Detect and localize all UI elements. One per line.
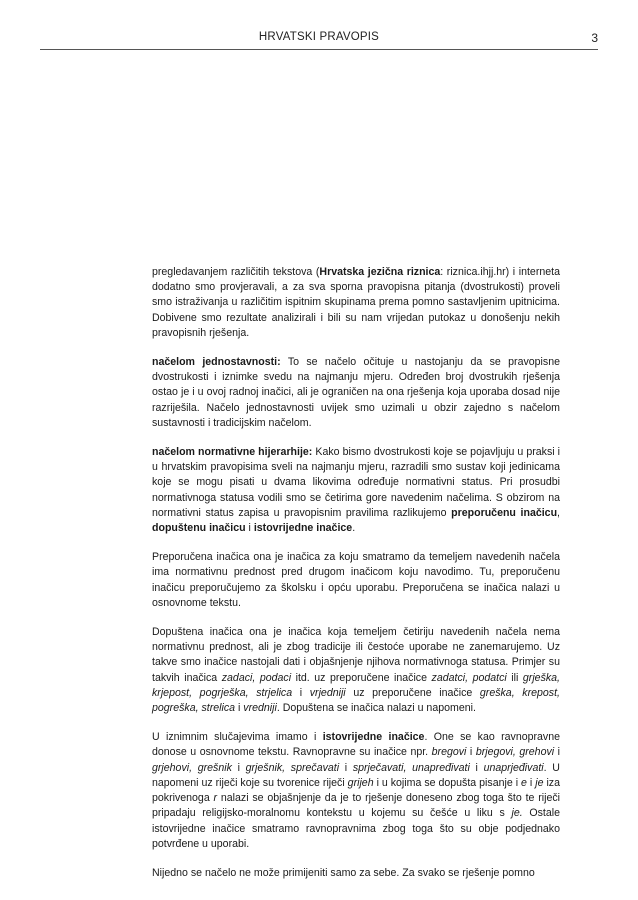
text: U iznimnim slučajevima imamo i: [152, 731, 323, 744]
text: Preporučena inačica ona je inačica za koju smatramo da temeljem navedenih načela ima normativnu prednost pred drugom inačicom koju navodimo. Tu, preporučenu inačicu preporučujemo za školsku i opću uporabu. Preporučena se inačica nalazi u osnovnome tekstu.: [152, 551, 560, 609]
text: pregledavanjem različitih tekstova (: [152, 266, 320, 278]
header-rule: [40, 49, 598, 50]
page-number: 3: [591, 31, 598, 45]
example-italic: brjegovi, grehovi: [475, 746, 555, 759]
text: i u kojima se dopušta pisanje i: [373, 776, 522, 789]
text: ,: [557, 506, 560, 519]
text: itd. uz preporučene inačice: [291, 671, 432, 684]
text: i: [339, 761, 353, 774]
text: i: [469, 761, 484, 774]
example-italic: grješka, krjepost, pogrješka, strjelica: [152, 671, 560, 699]
text: .: [352, 522, 356, 535]
paragraph-equivalent: [152, 730, 560, 852]
text: i: [235, 702, 244, 715]
example-italic: e: [521, 776, 527, 789]
text: uz preporučene inačice: [345, 686, 480, 699]
term-bold: dopuštenu inačicu: [152, 522, 246, 535]
term-bold: načelom normativne hijerarhije:: [152, 446, 313, 459]
text: i: [526, 776, 536, 789]
body-text: [152, 265, 560, 895]
text: i: [245, 522, 254, 535]
example-italic: sprječavati, unapređivati: [352, 761, 470, 774]
text: . Dopuštena se inačica nalazi u napomeni.: [276, 702, 476, 715]
paragraph-permitted: [152, 625, 560, 716]
text: i: [231, 761, 246, 774]
term-bold: istovrijedne inačice: [253, 522, 353, 535]
term-bold: preporučenu inačicu: [451, 506, 558, 519]
paragraph-hierarchy: [152, 445, 560, 536]
text: iza pokrivenoga: [152, 776, 560, 805]
text: i: [466, 746, 476, 759]
paragraph-closing: [152, 866, 560, 881]
example-italic: vrjedniji: [309, 686, 346, 699]
running-header: [0, 31, 638, 47]
text: . U napomeni uz riječi koje su tvorenice riječi: [152, 761, 560, 789]
example-italic: greška, krepost, pogreška, strelica: [152, 686, 560, 715]
example-italic: zadaci, podaci: [221, 671, 292, 684]
example-italic: grijeh: [347, 776, 374, 789]
example-italic: vredniji: [243, 702, 277, 715]
example-italic: bregovi: [431, 746, 467, 759]
text: i: [554, 746, 560, 759]
text: Kako bismo dvostrukosti koje se pojavljuju u praksi i u hrvatskim pravopisima sveli na najmanju mjeru, razradili smo sustav koji jedinicama koje se mogu pisati u dvama likovima određuje normativni status. Pri prosudbi normativnoga statusa vodili smo se četirima gore navedenim načelima. S obzirom na normativni status zapisa u pravopisnim pravilima razlikujemo: [152, 446, 560, 519]
example-italic: grješnik, sprečavati: [245, 761, 340, 774]
text: i: [292, 686, 310, 699]
term-bold: Hrvatska jezična riznica: [319, 266, 441, 278]
example-italic: grjehovi, grešnik: [152, 761, 232, 774]
example-italic: zadatci, podatci: [431, 671, 507, 684]
example-italic: unaprjeđivati: [483, 761, 544, 774]
example-italic: r: [213, 792, 218, 805]
example-italic: je: [535, 776, 544, 789]
term-bold: istovrijedne inačice: [322, 731, 425, 744]
example-italic: je.: [511, 807, 523, 820]
paragraph-recommended: [152, 550, 560, 611]
paragraph-simplicity: [152, 355, 560, 431]
text: Ostale istovrijedne inačice smatramo ravnopravnima zbog toga što su obje podjednako potvrđene u uporabi.: [152, 807, 560, 850]
text: To se načelo očituje u nastojanju da se pravopisne dvostrukosti i iznimke svedu na najmanju mjeru. Određen broj dvostrukih rješenja ostao je i u ovoj radnoj inačici, ali je ograničen na ona rješenja koja uporaba dosad nije razriješila. Načelo jednostavnosti uvijek smo uzimali u obzir zajedno s načelom sustavnosti i tradicijskim načelom.: [152, 356, 560, 429]
paragraph-sources: [152, 265, 560, 341]
term-bold: načelom jednostavnosti:: [152, 356, 281, 369]
text: ili: [506, 671, 523, 684]
text: Nijedno se načelo ne može primijeniti samo za sebe. Za svako se rješenje pomno: [152, 866, 535, 879]
text: nalazi se objašnjenje da je to rješenje doneseno zbog toga što te riječi pripadaju religijsko-moralnomu kontekstu u kojemu su češće u liku s: [152, 792, 560, 820]
text: . One se kao ravnopravne donose u osnovnome tekstu. Ravnopravne su inačice npr.: [152, 731, 560, 759]
text: Dopuštena inačica ona je inačica koja temeljem četiriju navedenih načela nema normativnu prednost, ali je zbog tradicije ili čestoće uporabe ne zanemarujemo. Uz takve smo inačice nastojali dati i objašnjenje njihova normativnoga statusa. Primjer su takvih inačica: [152, 626, 560, 684]
text: : riznica.ihjj.hr) i interneta dodatno smo provjeravali, a za sva sporna pravopisna pitanja (dvostrukosti) proveli smo istraživanja u različitim ispitnim skupinama prema pomno sastavljenim upitnicima. Dobivene smo rezultate analizirali i bili su nam vrijedan putokaz u donošenju nekih pravopisnih rješenja.: [152, 266, 560, 339]
running-title: HRVATSKI PRAVOPIS: [258, 31, 380, 43]
